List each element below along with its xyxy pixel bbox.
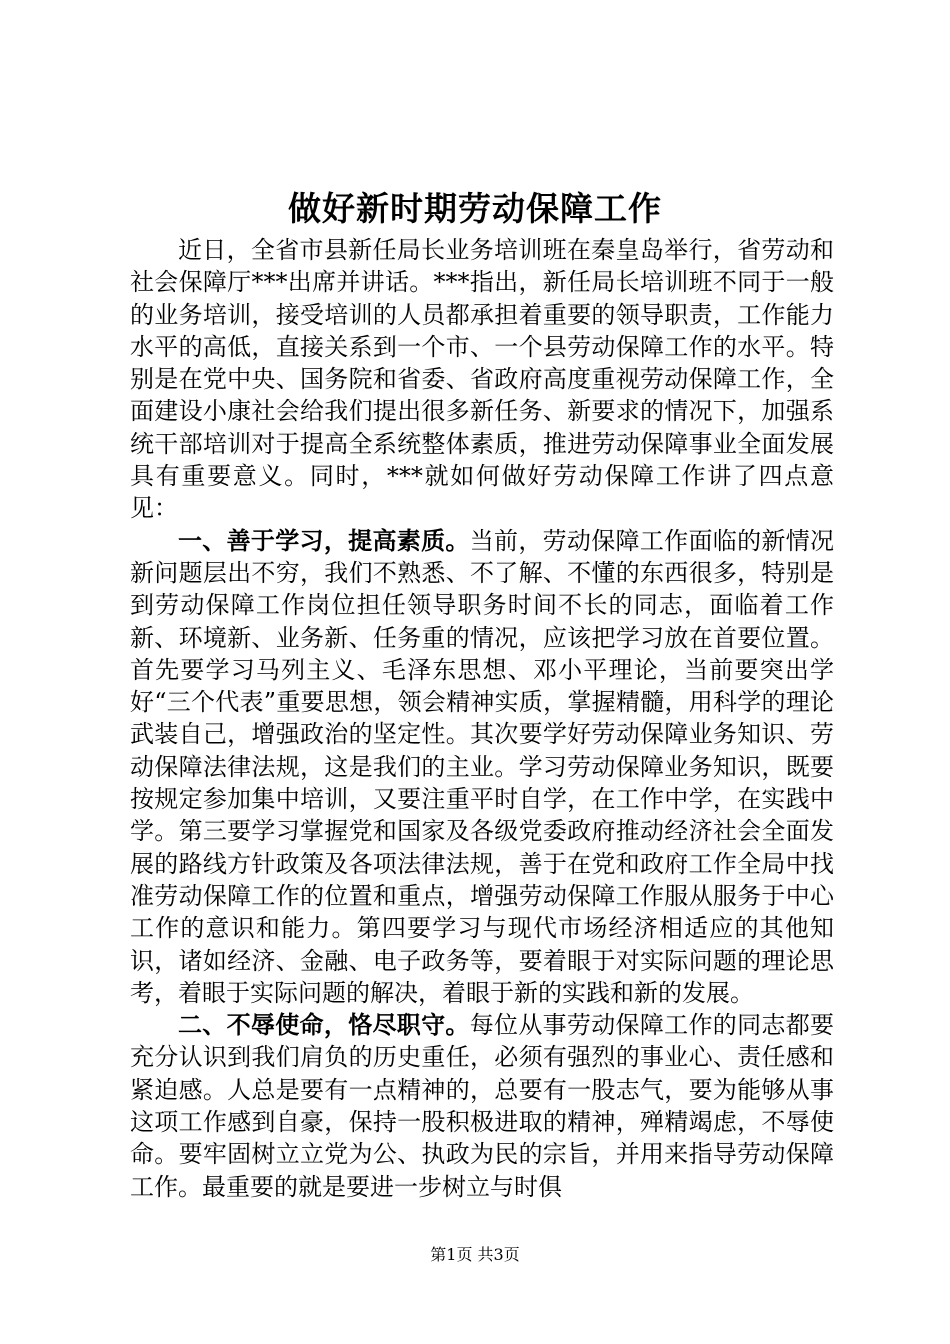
paragraph-text: 当前，劳动保障工作面临的新情况新问题层出不穷，我们不熟悉、不了解、不懂的东西很多，特别是到劳动保障工作岗位担任领导职务时间不长的同志，面临着工作新、环境新、业务新、任务重的情况，应该把学习放在首要位置。首先要学习马列主义、毛泽东思想、邓小平理论，当前要突出学好“三个代表”重要思想，领会精神实质，掌握精髓，用科学的理论武装自己，增强政治的坚定性。其次要学好劳动保障业务知识、劳动保障法律法规，这是我们的主业。学习劳动保障业务知识，既要按规定参加集中培训，又要注重平时自学，在工作中学，在实践中学。第三要学习掌握党和国家及各级党委政府推动经济社会全面发展的路线方针政策及各项法律法规，善于在党和政府工作全局中找准劳动保障工作的位置和重点，增强劳动保障工作服从服务于中心工作的意识和能力。第四要学习与现代市场经济相适应的其他知识，诸如经济、金融、电子政务等，要着眼于对实际问题的理论思考，着眼于实际问题的解决，着眼于新的实践和新的发展。 [130, 526, 835, 1007]
paragraph-text: 近日，全省市县新任局长业务培训班在秦皇岛举行，省劳动和社会保障厅***出席并讲话。***指出，新任局长培训班不同于一般的业务培训，接受培训的人员都承担着重要的领导职责，工作能力水平的高低，直接关系到一个市、一个县劳动保障工作的水平。特别是在党中央、国务院和省委、省政府高度重视劳动保障工作，全面建设小康社会给我们提出很多新任务、新要求的情况下，加强系统干部培训对于提高全系统整体素质，推进劳动保障事业全面发展具有重要意义。同时，***就如何做好劳动保障工作讲了四点意见： [130, 236, 834, 523]
page-number-footer: 第1页 共3页 [430, 1245, 520, 1264]
paragraph-section-1 [130, 525, 834, 1009]
paragraph-text: 每位从事劳动保障工作的同志都要充分认识到我们肩负的历史重任，必须有强烈的事业心、责任感和紧迫感。人总是要有一点精神的，总要有一股志气，要为能够从事这项工作感到自豪，保持一股积极进取的精神，殚精竭虑，不辱使命。要牢固树立立党为公、执政为民的宗旨，并用来指导劳动保障工作。最重要的就是要进一步树立与时俱 [130, 1011, 835, 1201]
paragraph-section-2 [130, 1009, 834, 1203]
document-body [130, 234, 834, 1203]
paragraph-intro [130, 234, 834, 525]
document-title: 做好新时期劳动保障工作 [288, 189, 662, 228]
section-heading-1: 一、善于学习，提高素质。 [178, 525, 470, 555]
section-heading-2: 二、不辱使命，恪尽职守。 [178, 1010, 470, 1040]
